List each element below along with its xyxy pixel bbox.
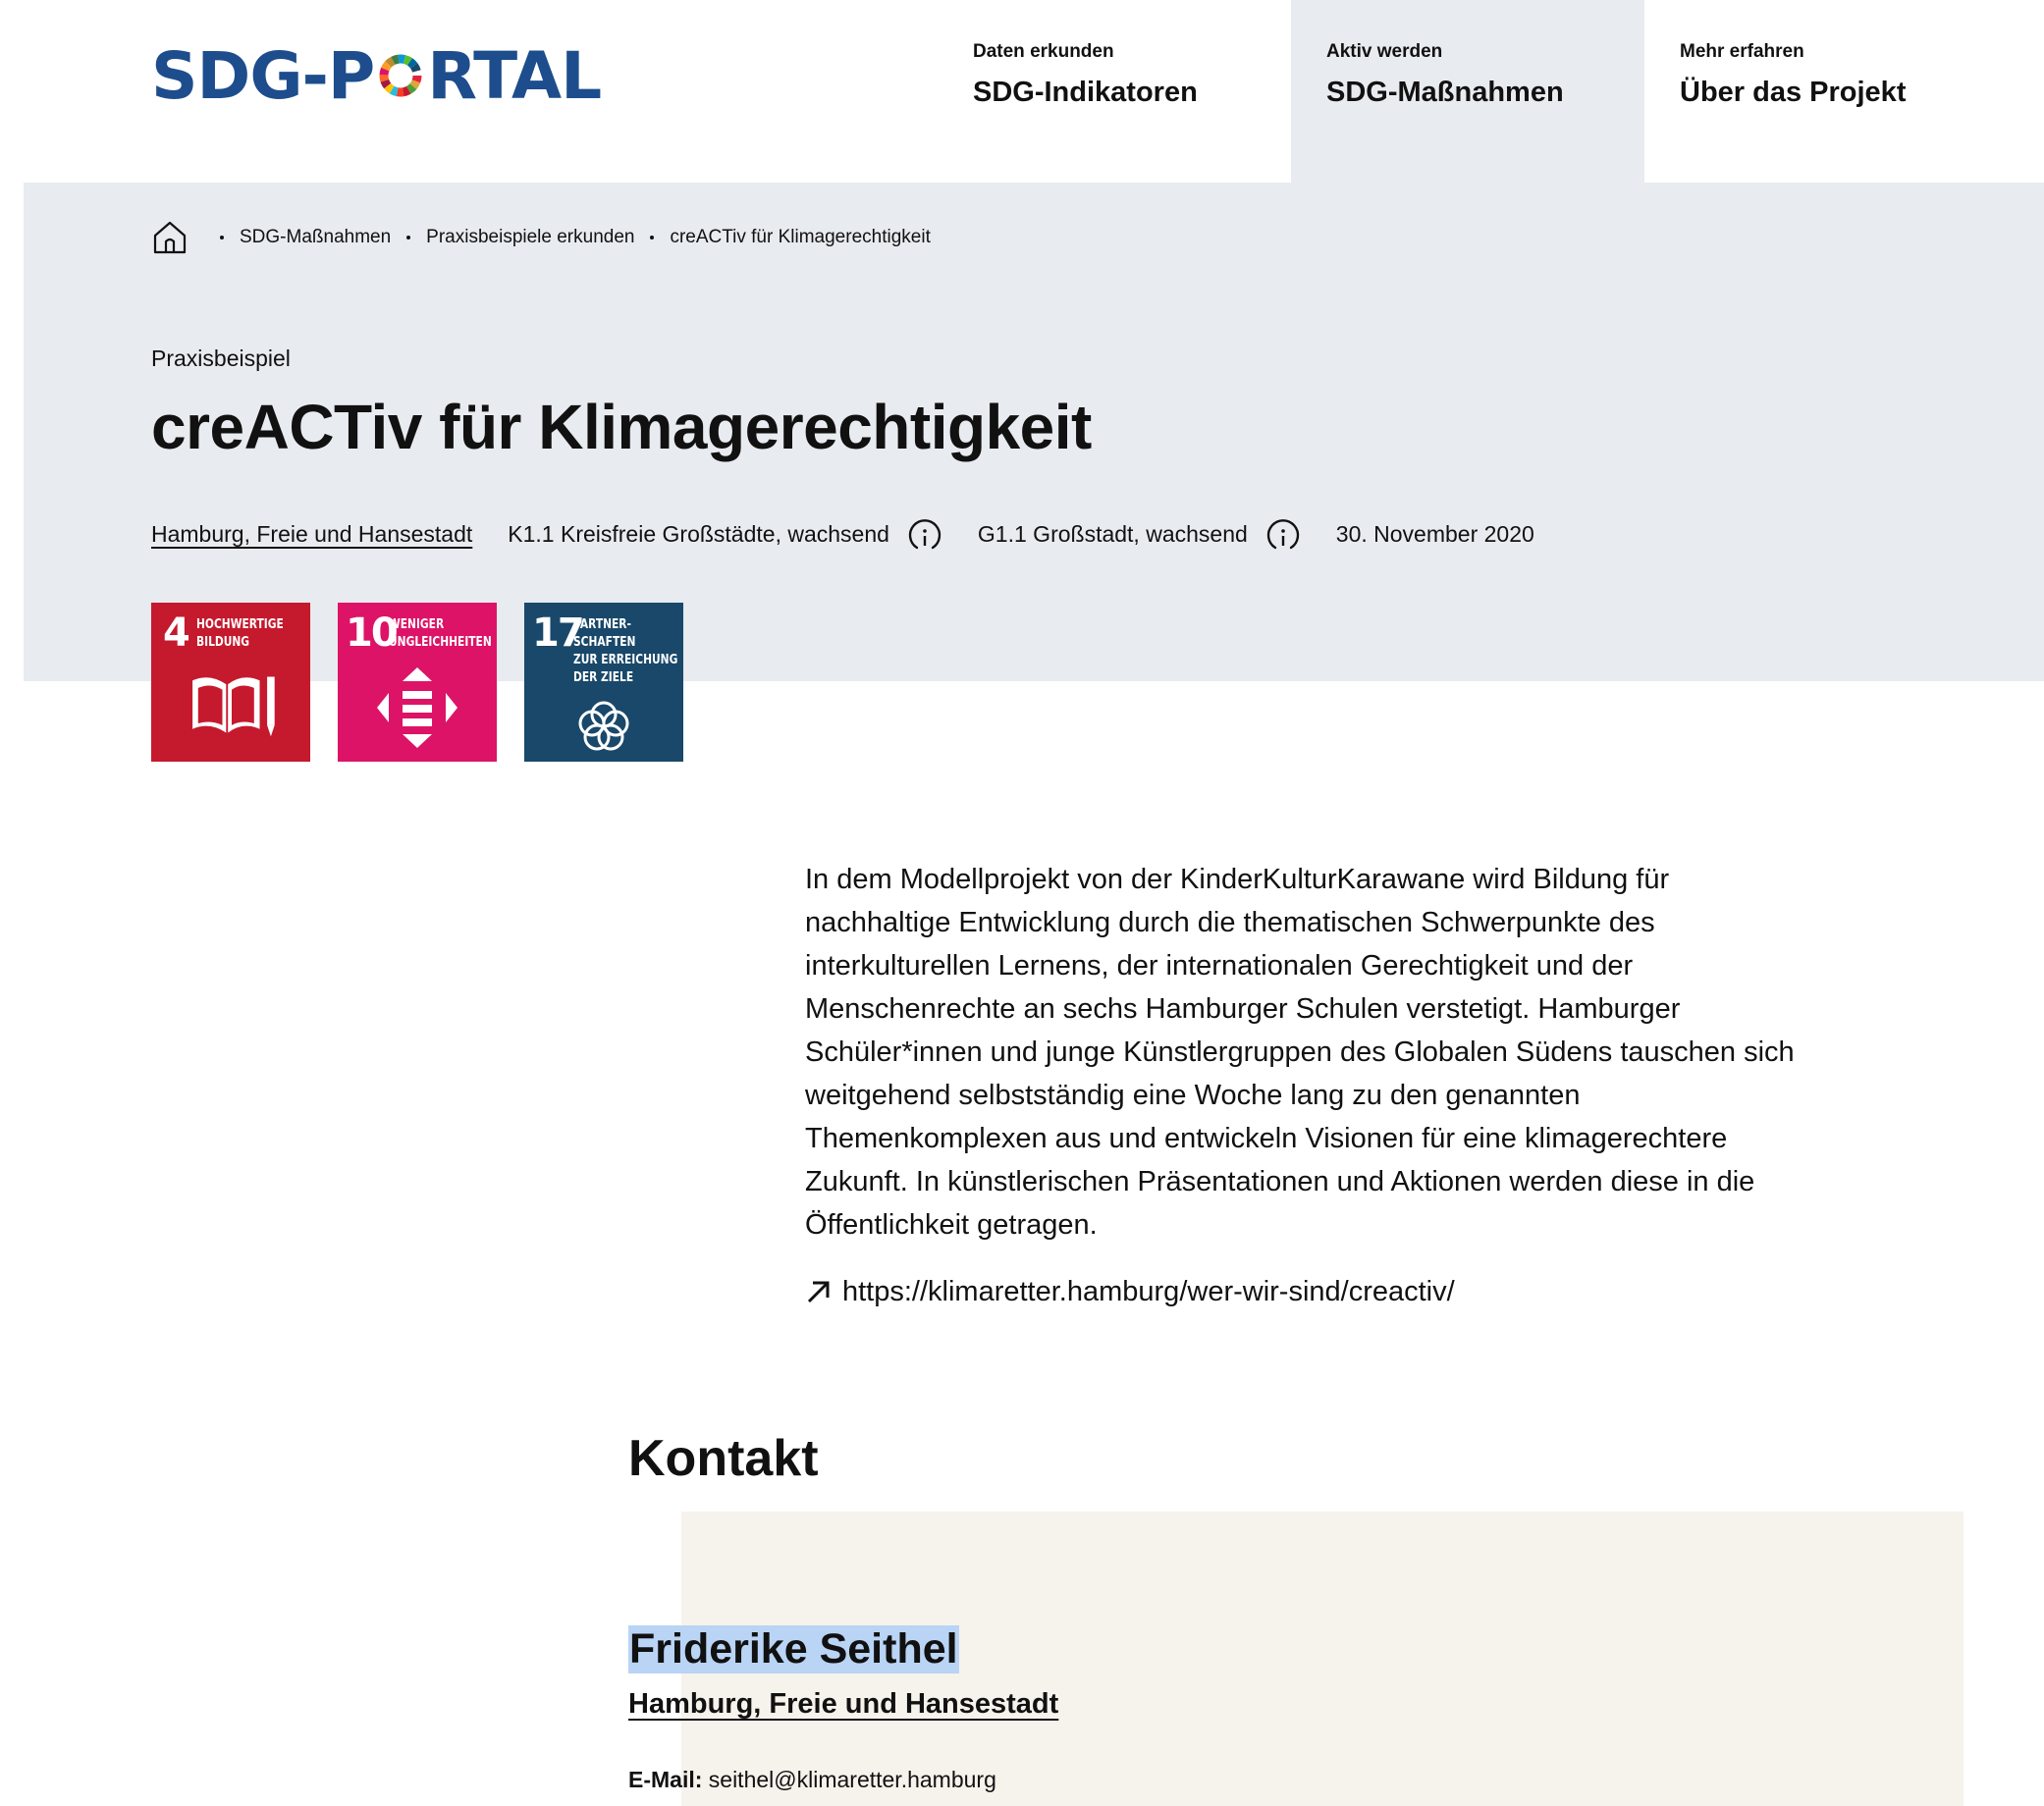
contact-email	[628, 1767, 996, 1793]
email-address[interactable]: seithel@klimaretter.hamburg	[708, 1767, 996, 1792]
project-description: In dem Modellprojekt von der KinderKulturKarawane wird Bildung für nachhaltige Entwicklung durch die thematischen Schwerpunkte des interkulturellen Lernens, der internationalen Gerechtigkeit und der Menschenrechte an sechs Hamburger Schulen verstetigt. Hamburger Schüler*innen und junge Künstlergruppen des Globalen Südens tauschen sich weitgehend selbstständig eine Woche lang zu den genannten Themenkomplexen aus und entwickeln Visionen für eine klimagerechtere Zukunft. In künstlerischen Präsentationen und Aktionen werden diese in die Öffentlichkeit getragen.	[805, 864, 1795, 1241]
nav-label: SDG-Maßnahmen	[1326, 77, 1564, 108]
breadcrumb-separator	[406, 236, 410, 239]
breadcrumb-item-sdg-massnahmen[interactable]: SDG-Maßnahmen	[240, 227, 392, 247]
book-icon	[185, 667, 279, 742]
nav-item-mehr-erfahren[interactable]	[1644, 0, 1998, 183]
logo-text-part1: SDG-P	[151, 37, 375, 114]
info-icon[interactable]	[907, 516, 942, 552]
nav-label: Über das Projekt	[1680, 77, 1907, 108]
sdg-tile-4[interactable]	[151, 603, 310, 762]
municipality-type-k: K1.1 Kreisfreie Großstädte, wachsend	[508, 520, 889, 547]
breadcrumb	[151, 218, 931, 257]
sdg-wheel-icon	[378, 53, 423, 98]
nav-label: SDG-Indikatoren	[973, 77, 1198, 108]
sdg-label: WENIGER UNGLEICHHEITEN	[389, 617, 492, 650]
nav-item-aktiv-werden[interactable]	[1291, 0, 1644, 183]
sdg-tiles	[151, 603, 711, 762]
nav-kicker: Daten erkunden	[973, 41, 1114, 62]
email-label: E-Mail:	[628, 1767, 703, 1792]
partnership-flower-icon	[574, 697, 633, 756]
nav-kicker: Mehr erfahren	[1680, 41, 1804, 62]
location-link[interactable]: Hamburg, Freie und Hansestadt	[151, 520, 473, 547]
inequality-icon	[373, 664, 461, 752]
nav-kicker: Aktiv werden	[1326, 41, 1443, 62]
breadcrumb-separator	[220, 236, 224, 239]
external-arrow-icon	[805, 1278, 833, 1305]
sdg-label: HOCHWERTIGE BILDUNG	[196, 617, 284, 650]
nav-item-daten-erkunden[interactable]	[938, 0, 1291, 183]
sdg-label: PARTNER- SCHAFTEN ZUR ERREICHUNG DER ZIELE	[573, 617, 678, 685]
municipality-type-g: G1.1 Großstadt, wachsend	[977, 520, 1248, 547]
sdg-number: 4	[163, 611, 188, 656]
sdg-tile-17[interactable]	[524, 603, 683, 762]
contact-name: Friderike Seithel	[629, 1625, 958, 1673]
contact-org-link[interactable]: Hamburg, Freie und Hansestadt	[628, 1688, 1059, 1720]
page-kicker: Praxisbeispiel	[151, 345, 291, 371]
page-title: creACTiv für Klimagerechtigkeit	[151, 392, 1092, 462]
breadcrumb-item-praxisbeispiele[interactable]: Praxisbeispiele erkunden	[426, 227, 635, 247]
sdg-portal-logo[interactable]	[151, 37, 602, 114]
sdg-number: 10	[346, 611, 397, 656]
publish-date: 30. November 2020	[1335, 520, 1534, 547]
sdg-tile-10[interactable]	[338, 603, 497, 762]
breadcrumb-item-current: creACTiv für Klimagerechtigkeit	[670, 227, 931, 247]
logo-text-part2: RTAL	[427, 37, 602, 114]
home-icon[interactable]	[151, 219, 188, 256]
contact-heading: Kontakt	[628, 1430, 819, 1487]
external-link[interactable]	[805, 1270, 1455, 1313]
external-link-url: https://klimaretter.hamburg/wer-wir-sind/creactiv/	[842, 1275, 1455, 1307]
breadcrumb-separator	[650, 236, 654, 239]
meta-row	[151, 514, 1534, 554]
info-icon[interactable]	[1265, 516, 1301, 552]
sdg-number: 17	[532, 611, 583, 656]
